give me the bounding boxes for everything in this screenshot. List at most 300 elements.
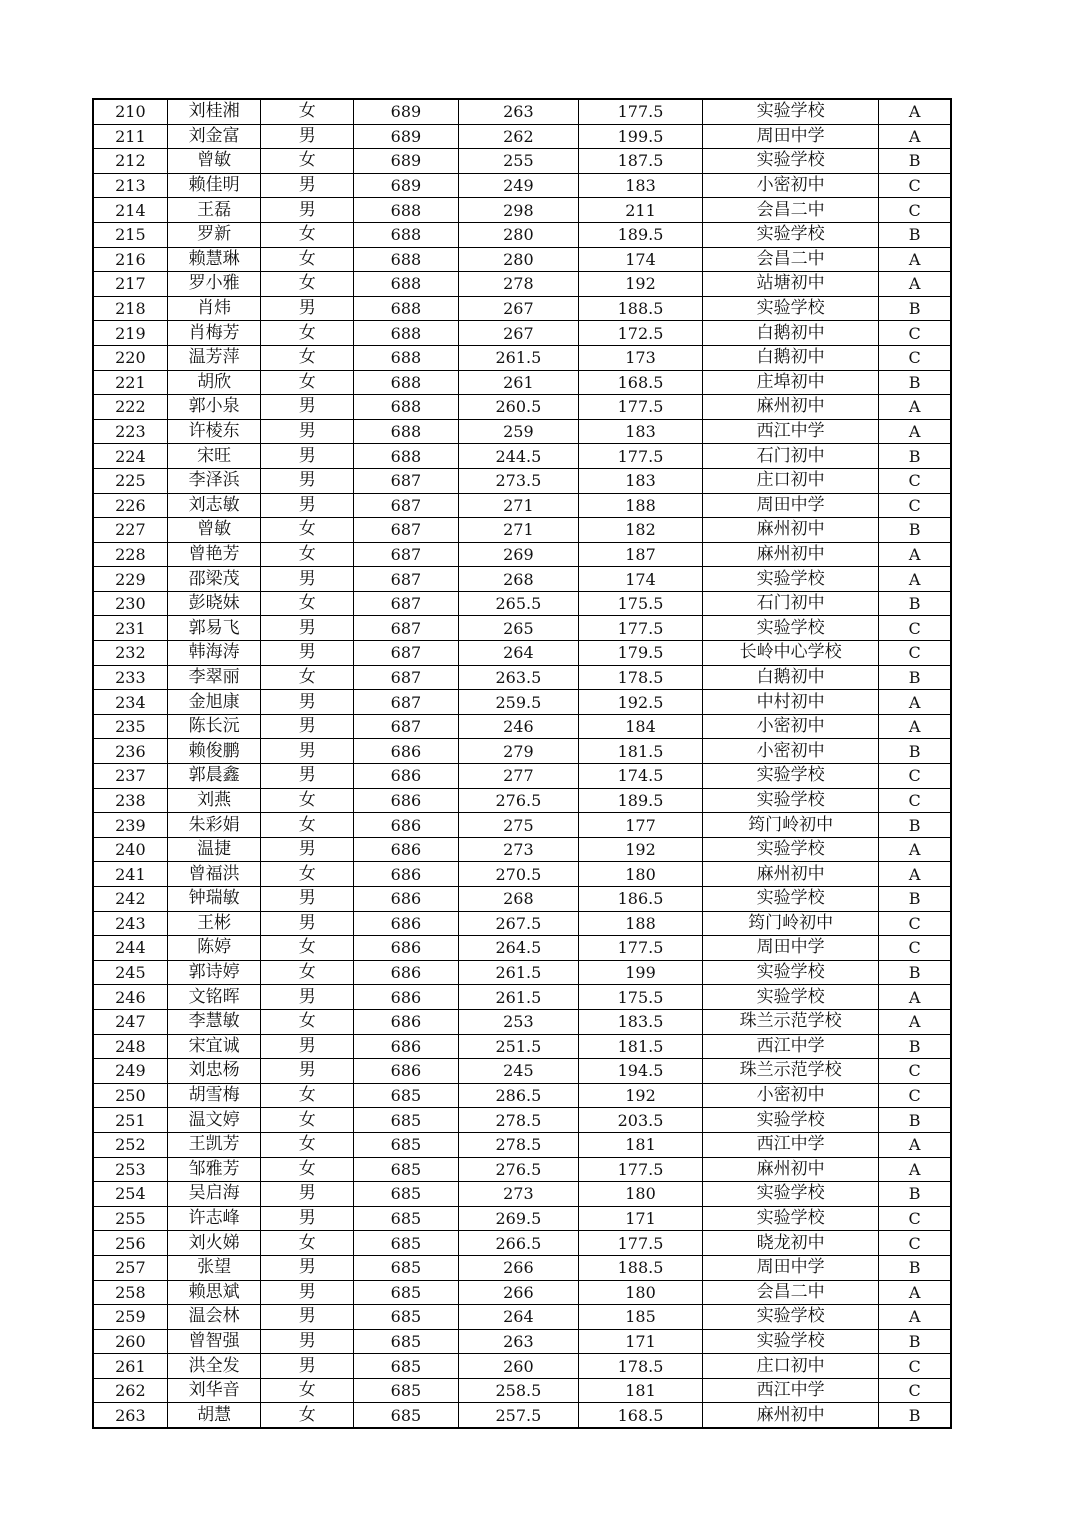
school-name-cell: 实验学校 xyxy=(703,788,879,813)
total-score-cell: 688 xyxy=(354,222,459,247)
total-score-cell: 686 xyxy=(354,960,459,985)
subject-score-a-cell: 277 xyxy=(458,764,578,789)
table-row xyxy=(93,198,951,223)
subject-score-a-cell: 268 xyxy=(458,567,578,592)
subject-score-b-cell: 180 xyxy=(578,862,702,887)
subject-score-b-cell: 192 xyxy=(578,1083,702,1108)
subject-score-b-cell: 211 xyxy=(578,198,702,223)
student-name-cell: 陈婷 xyxy=(167,936,261,961)
student-name-cell: 温文婷 xyxy=(167,1108,261,1133)
subject-score-b-cell: 188.5 xyxy=(578,1255,702,1280)
table-row xyxy=(93,813,951,838)
student-name-cell: 肖炜 xyxy=(167,296,261,321)
total-score-cell: 687 xyxy=(354,518,459,543)
row-number-cell: 217 xyxy=(93,272,167,297)
gender-cell: 男 xyxy=(261,1329,354,1354)
school-name-cell: 庄埠初中 xyxy=(703,370,879,395)
school-name-cell: 周田中学 xyxy=(703,493,879,518)
total-score-cell: 688 xyxy=(354,419,459,444)
school-name-cell: 西江中学 xyxy=(703,1034,879,1059)
grade-level-cell: B xyxy=(879,518,951,543)
student-name-cell: 刘桂湘 xyxy=(167,99,261,124)
grade-level-cell: C xyxy=(879,321,951,346)
table-row xyxy=(93,616,951,641)
subject-score-a-cell: 278.5 xyxy=(458,1108,578,1133)
row-number-cell: 253 xyxy=(93,1157,167,1182)
total-score-cell: 688 xyxy=(354,395,459,420)
total-score-cell: 687 xyxy=(354,567,459,592)
subject-score-b-cell: 177 xyxy=(578,813,702,838)
total-score-cell: 686 xyxy=(354,739,459,764)
subject-score-a-cell: 276.5 xyxy=(458,788,578,813)
subject-score-b-cell: 177.5 xyxy=(578,616,702,641)
table-row xyxy=(93,345,951,370)
total-score-cell: 685 xyxy=(354,1403,459,1428)
subject-score-b-cell: 180 xyxy=(578,1182,702,1207)
school-name-cell: 会昌二中 xyxy=(703,198,879,223)
student-name-cell: 张望 xyxy=(167,1255,261,1280)
gender-cell: 男 xyxy=(261,1280,354,1305)
gender-cell: 女 xyxy=(261,222,354,247)
subject-score-b-cell: 175.5 xyxy=(578,591,702,616)
table-row xyxy=(93,272,951,297)
school-name-cell: 长岭中心学校 xyxy=(703,641,879,666)
row-number-cell: 229 xyxy=(93,567,167,592)
table-row xyxy=(93,936,951,961)
table-row xyxy=(93,1182,951,1207)
student-name-cell: 刘华音 xyxy=(167,1378,261,1403)
school-name-cell: 小密初中 xyxy=(703,739,879,764)
school-name-cell: 白鹅初中 xyxy=(703,321,879,346)
subject-score-a-cell: 260 xyxy=(458,1354,578,1379)
table-row xyxy=(93,911,951,936)
table-row xyxy=(93,296,951,321)
gender-cell: 女 xyxy=(261,1132,354,1157)
grade-level-cell: B xyxy=(879,1329,951,1354)
school-name-cell: 麻州初中 xyxy=(703,518,879,543)
student-name-cell: 胡雪梅 xyxy=(167,1083,261,1108)
gender-cell: 女 xyxy=(261,149,354,174)
grade-level-cell: A xyxy=(879,862,951,887)
school-name-cell: 麻州初中 xyxy=(703,395,879,420)
school-name-cell: 庄口初中 xyxy=(703,468,879,493)
grade-level-cell: B xyxy=(879,665,951,690)
gender-cell: 男 xyxy=(261,419,354,444)
gender-cell: 女 xyxy=(261,518,354,543)
grade-level-cell: C xyxy=(879,1231,951,1256)
gender-cell: 男 xyxy=(261,1305,354,1330)
row-number-cell: 250 xyxy=(93,1083,167,1108)
row-number-cell: 260 xyxy=(93,1329,167,1354)
total-score-cell: 686 xyxy=(354,1059,459,1084)
student-name-cell: 赖慧琳 xyxy=(167,247,261,272)
school-name-cell: 筠门岭初中 xyxy=(703,911,879,936)
student-name-cell: 赖俊鹏 xyxy=(167,739,261,764)
row-number-cell: 255 xyxy=(93,1206,167,1231)
student-name-cell: 许志峰 xyxy=(167,1206,261,1231)
grade-level-cell: B xyxy=(879,739,951,764)
subject-score-a-cell: 244.5 xyxy=(458,444,578,469)
row-number-cell: 224 xyxy=(93,444,167,469)
total-score-cell: 688 xyxy=(354,272,459,297)
row-number-cell: 263 xyxy=(93,1403,167,1428)
table-row xyxy=(93,419,951,444)
subject-score-b-cell: 181 xyxy=(578,1132,702,1157)
school-name-cell: 西江中学 xyxy=(703,1132,879,1157)
grade-level-cell: B xyxy=(879,1403,951,1428)
gender-cell: 女 xyxy=(261,370,354,395)
row-number-cell: 221 xyxy=(93,370,167,395)
student-name-cell: 胡慧 xyxy=(167,1403,261,1428)
school-name-cell: 实验学校 xyxy=(703,149,879,174)
table-row xyxy=(93,395,951,420)
score-table xyxy=(92,98,952,1429)
grade-level-cell: A xyxy=(879,837,951,862)
table-row xyxy=(93,1378,951,1403)
table-row xyxy=(93,444,951,469)
table-row xyxy=(93,690,951,715)
total-score-cell: 688 xyxy=(354,296,459,321)
subject-score-a-cell: 268 xyxy=(458,887,578,912)
subject-score-a-cell: 262 xyxy=(458,124,578,149)
total-score-cell: 687 xyxy=(354,665,459,690)
subject-score-a-cell: 280 xyxy=(458,247,578,272)
subject-score-b-cell: 183 xyxy=(578,173,702,198)
table-row xyxy=(93,788,951,813)
total-score-cell: 689 xyxy=(354,124,459,149)
table-row xyxy=(93,1157,951,1182)
subject-score-b-cell: 168.5 xyxy=(578,1403,702,1428)
gender-cell: 男 xyxy=(261,1255,354,1280)
table-row xyxy=(93,764,951,789)
subject-score-b-cell: 185 xyxy=(578,1305,702,1330)
row-number-cell: 220 xyxy=(93,345,167,370)
subject-score-b-cell: 182 xyxy=(578,518,702,543)
student-name-cell: 朱彩娟 xyxy=(167,813,261,838)
student-name-cell: 王磊 xyxy=(167,198,261,223)
gender-cell: 男 xyxy=(261,837,354,862)
student-name-cell: 王凯芳 xyxy=(167,1132,261,1157)
gender-cell: 女 xyxy=(261,936,354,961)
grade-level-cell: A xyxy=(879,1157,951,1182)
student-name-cell: 宋旺 xyxy=(167,444,261,469)
student-name-cell: 王彬 xyxy=(167,911,261,936)
row-number-cell: 232 xyxy=(93,641,167,666)
total-score-cell: 688 xyxy=(354,321,459,346)
subject-score-b-cell: 203.5 xyxy=(578,1108,702,1133)
student-name-cell: 郭诗婷 xyxy=(167,960,261,985)
total-score-cell: 685 xyxy=(354,1083,459,1108)
gender-cell: 男 xyxy=(261,985,354,1010)
subject-score-a-cell: 298 xyxy=(458,198,578,223)
school-name-cell: 中村初中 xyxy=(703,690,879,715)
subject-score-a-cell: 286.5 xyxy=(458,1083,578,1108)
subject-score-b-cell: 174 xyxy=(578,247,702,272)
row-number-cell: 249 xyxy=(93,1059,167,1084)
student-name-cell: 赖思斌 xyxy=(167,1280,261,1305)
grade-level-cell: A xyxy=(879,1305,951,1330)
subject-score-a-cell: 266 xyxy=(458,1280,578,1305)
total-score-cell: 685 xyxy=(354,1206,459,1231)
table-row xyxy=(93,1132,951,1157)
total-score-cell: 688 xyxy=(354,345,459,370)
student-name-cell: 宋宜诚 xyxy=(167,1034,261,1059)
grade-level-cell: B xyxy=(879,960,951,985)
subject-score-a-cell: 273 xyxy=(458,837,578,862)
student-name-cell: 刘火娣 xyxy=(167,1231,261,1256)
subject-score-b-cell: 179.5 xyxy=(578,641,702,666)
row-number-cell: 212 xyxy=(93,149,167,174)
student-name-cell: 温捷 xyxy=(167,837,261,862)
row-number-cell: 258 xyxy=(93,1280,167,1305)
subject-score-a-cell: 264 xyxy=(458,1305,578,1330)
student-name-cell: 温会林 xyxy=(167,1305,261,1330)
gender-cell: 男 xyxy=(261,1034,354,1059)
total-score-cell: 686 xyxy=(354,936,459,961)
subject-score-b-cell: 177.5 xyxy=(578,99,702,124)
row-number-cell: 211 xyxy=(93,124,167,149)
grade-level-cell: B xyxy=(879,1034,951,1059)
total-score-cell: 687 xyxy=(354,542,459,567)
row-number-cell: 262 xyxy=(93,1378,167,1403)
table-row xyxy=(93,1206,951,1231)
student-name-cell: 罗新 xyxy=(167,222,261,247)
student-name-cell: 李翠丽 xyxy=(167,665,261,690)
school-name-cell: 白鹅初中 xyxy=(703,345,879,370)
table-row xyxy=(93,173,951,198)
subject-score-a-cell: 253 xyxy=(458,1009,578,1034)
total-score-cell: 687 xyxy=(354,616,459,641)
school-name-cell: 实验学校 xyxy=(703,1305,879,1330)
grade-level-cell: A xyxy=(879,1132,951,1157)
row-number-cell: 243 xyxy=(93,911,167,936)
subject-score-b-cell: 194.5 xyxy=(578,1059,702,1084)
subject-score-a-cell: 265.5 xyxy=(458,591,578,616)
subject-score-b-cell: 188.5 xyxy=(578,296,702,321)
subject-score-b-cell: 189.5 xyxy=(578,788,702,813)
total-score-cell: 686 xyxy=(354,911,459,936)
grade-level-cell: C xyxy=(879,198,951,223)
table-row xyxy=(93,222,951,247)
grade-level-cell: B xyxy=(879,887,951,912)
row-number-cell: 222 xyxy=(93,395,167,420)
student-name-cell: 郭小泉 xyxy=(167,395,261,420)
grade-level-cell: B xyxy=(879,444,951,469)
table-row xyxy=(93,714,951,739)
total-score-cell: 689 xyxy=(354,173,459,198)
gender-cell: 女 xyxy=(261,960,354,985)
gender-cell: 男 xyxy=(261,1182,354,1207)
subject-score-b-cell: 187 xyxy=(578,542,702,567)
total-score-cell: 689 xyxy=(354,99,459,124)
gender-cell: 男 xyxy=(261,1354,354,1379)
gender-cell: 女 xyxy=(261,99,354,124)
subject-score-b-cell: 175.5 xyxy=(578,985,702,1010)
grade-level-cell: B xyxy=(879,813,951,838)
table-row xyxy=(93,149,951,174)
student-name-cell: 曾福洪 xyxy=(167,862,261,887)
total-score-cell: 685 xyxy=(354,1132,459,1157)
total-score-cell: 686 xyxy=(354,788,459,813)
grade-level-cell: A xyxy=(879,567,951,592)
school-name-cell: 麻州初中 xyxy=(703,1403,879,1428)
school-name-cell: 实验学校 xyxy=(703,985,879,1010)
row-number-cell: 256 xyxy=(93,1231,167,1256)
total-score-cell: 685 xyxy=(354,1231,459,1256)
table-row xyxy=(93,99,951,124)
table-row xyxy=(93,1354,951,1379)
row-number-cell: 218 xyxy=(93,296,167,321)
student-name-cell: 邹雅芳 xyxy=(167,1157,261,1182)
table-row xyxy=(93,1305,951,1330)
gender-cell: 男 xyxy=(261,124,354,149)
row-number-cell: 244 xyxy=(93,936,167,961)
table-row xyxy=(93,591,951,616)
subject-score-a-cell: 273.5 xyxy=(458,468,578,493)
grade-level-cell: C xyxy=(879,1083,951,1108)
gender-cell: 女 xyxy=(261,1403,354,1428)
subject-score-b-cell: 188 xyxy=(578,911,702,936)
grade-level-cell: A xyxy=(879,395,951,420)
grade-level-cell: B xyxy=(879,1182,951,1207)
student-name-cell: 钟瑞敏 xyxy=(167,887,261,912)
gender-cell: 男 xyxy=(261,616,354,641)
total-score-cell: 685 xyxy=(354,1305,459,1330)
subject-score-a-cell: 257.5 xyxy=(458,1403,578,1428)
subject-score-b-cell: 177.5 xyxy=(578,444,702,469)
table-row xyxy=(93,1280,951,1305)
table-row xyxy=(93,1059,951,1084)
student-name-cell: 彭晓妹 xyxy=(167,591,261,616)
row-number-cell: 241 xyxy=(93,862,167,887)
subject-score-b-cell: 189.5 xyxy=(578,222,702,247)
row-number-cell: 259 xyxy=(93,1305,167,1330)
subject-score-b-cell: 184 xyxy=(578,714,702,739)
row-number-cell: 213 xyxy=(93,173,167,198)
table-row xyxy=(93,1083,951,1108)
gender-cell: 女 xyxy=(261,247,354,272)
school-name-cell: 麻州初中 xyxy=(703,542,879,567)
row-number-cell: 237 xyxy=(93,764,167,789)
grade-level-cell: A xyxy=(879,542,951,567)
table-row xyxy=(93,985,951,1010)
school-name-cell: 会昌二中 xyxy=(703,247,879,272)
subject-score-a-cell: 275 xyxy=(458,813,578,838)
table-row xyxy=(93,1329,951,1354)
student-name-cell: 李泽浜 xyxy=(167,468,261,493)
row-number-cell: 238 xyxy=(93,788,167,813)
school-name-cell: 西江中学 xyxy=(703,1378,879,1403)
subject-score-a-cell: 278.5 xyxy=(458,1132,578,1157)
subject-score-a-cell: 260.5 xyxy=(458,395,578,420)
total-score-cell: 688 xyxy=(354,370,459,395)
subject-score-a-cell: 259 xyxy=(458,419,578,444)
school-name-cell: 实验学校 xyxy=(703,222,879,247)
row-number-cell: 230 xyxy=(93,591,167,616)
school-name-cell: 实验学校 xyxy=(703,1206,879,1231)
school-name-cell: 筠门岭初中 xyxy=(703,813,879,838)
subject-score-b-cell: 177.5 xyxy=(578,395,702,420)
grade-level-cell: B xyxy=(879,370,951,395)
student-name-cell: 肖梅芳 xyxy=(167,321,261,346)
row-number-cell: 223 xyxy=(93,419,167,444)
subject-score-a-cell: 276.5 xyxy=(458,1157,578,1182)
school-name-cell: 实验学校 xyxy=(703,764,879,789)
table-row xyxy=(93,665,951,690)
student-name-cell: 洪全发 xyxy=(167,1354,261,1379)
grade-level-cell: C xyxy=(879,173,951,198)
table-row xyxy=(93,247,951,272)
grade-level-cell: C xyxy=(879,788,951,813)
student-name-cell: 曾艳芳 xyxy=(167,542,261,567)
row-number-cell: 254 xyxy=(93,1182,167,1207)
total-score-cell: 686 xyxy=(354,813,459,838)
subject-score-a-cell: 261.5 xyxy=(458,960,578,985)
row-number-cell: 236 xyxy=(93,739,167,764)
school-name-cell: 实验学校 xyxy=(703,99,879,124)
school-name-cell: 石门初中 xyxy=(703,591,879,616)
gender-cell: 男 xyxy=(261,198,354,223)
gender-cell: 男 xyxy=(261,739,354,764)
table-row xyxy=(93,887,951,912)
row-number-cell: 242 xyxy=(93,887,167,912)
row-number-cell: 239 xyxy=(93,813,167,838)
gender-cell: 男 xyxy=(261,1059,354,1084)
subject-score-a-cell: 246 xyxy=(458,714,578,739)
student-name-cell: 郭晨鑫 xyxy=(167,764,261,789)
subject-score-b-cell: 181.5 xyxy=(578,1034,702,1059)
row-number-cell: 227 xyxy=(93,518,167,543)
table-row xyxy=(93,837,951,862)
school-name-cell: 石门初中 xyxy=(703,444,879,469)
total-score-cell: 688 xyxy=(354,198,459,223)
subject-score-a-cell: 264.5 xyxy=(458,936,578,961)
student-name-cell: 吴启海 xyxy=(167,1182,261,1207)
subject-score-b-cell: 171 xyxy=(578,1329,702,1354)
gender-cell: 男 xyxy=(261,173,354,198)
grade-level-cell: B xyxy=(879,149,951,174)
total-score-cell: 685 xyxy=(354,1329,459,1354)
table-row xyxy=(93,468,951,493)
gender-cell: 男 xyxy=(261,911,354,936)
gender-cell: 女 xyxy=(261,862,354,887)
gender-cell: 男 xyxy=(261,395,354,420)
subject-score-b-cell: 187.5 xyxy=(578,149,702,174)
total-score-cell: 687 xyxy=(354,468,459,493)
school-name-cell: 晓龙初中 xyxy=(703,1231,879,1256)
subject-score-b-cell: 192 xyxy=(578,837,702,862)
row-number-cell: 248 xyxy=(93,1034,167,1059)
gender-cell: 女 xyxy=(261,1157,354,1182)
student-name-cell: 金旭康 xyxy=(167,690,261,715)
row-number-cell: 257 xyxy=(93,1255,167,1280)
subject-score-b-cell: 171 xyxy=(578,1206,702,1231)
grade-level-cell: C xyxy=(879,1206,951,1231)
student-name-cell: 曾智强 xyxy=(167,1329,261,1354)
subject-score-a-cell: 259.5 xyxy=(458,690,578,715)
subject-score-a-cell: 261 xyxy=(458,370,578,395)
grade-level-cell: C xyxy=(879,936,951,961)
grade-level-cell: B xyxy=(879,1108,951,1133)
gender-cell: 男 xyxy=(261,764,354,789)
student-name-cell: 曾敏 xyxy=(167,149,261,174)
subject-score-b-cell: 178.5 xyxy=(578,1354,702,1379)
row-number-cell: 226 xyxy=(93,493,167,518)
student-name-cell: 刘金富 xyxy=(167,124,261,149)
gender-cell: 男 xyxy=(261,567,354,592)
school-name-cell: 麻州初中 xyxy=(703,862,879,887)
grade-level-cell: B xyxy=(879,222,951,247)
